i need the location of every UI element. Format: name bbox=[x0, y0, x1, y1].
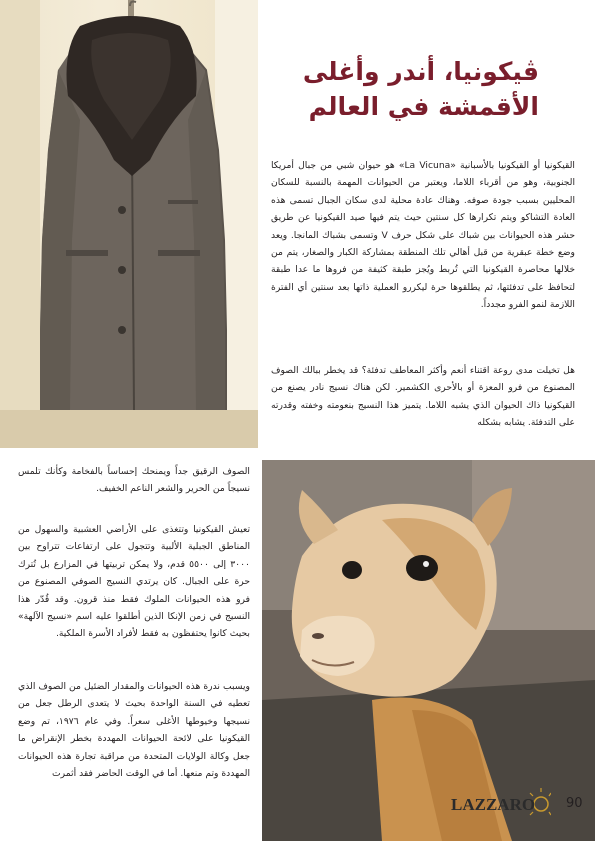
coat-illustration bbox=[0, 0, 258, 448]
article-title: ڤيكونيا، أندر وأغلى الأقمشة في العالم bbox=[302, 57, 539, 121]
article-paragraph-2: هل تخيلت مدى روعة اقتناء أنعم وأكثر المعاطف تدفئة؟ قد يخطر ببالك الصوف المصنوع من فرو المعزة أو بالأحرى الكشمير. لكن هناك نسيج نادر يصنع من القيكونيا ذاك الحيوان الذي يشبه اللاما. يتميز هذا النسيج بنعومته وخفته وقدرته على التدفئة. يشابه بشكله bbox=[271, 365, 575, 429]
article-paragraph-1: القيكونيا أو القيكونيا بالأسبانية «La Vicuna» هو حيوان شبي من جبال أمريكا الجنوبية، وهو من أقرباء اللاما، ويعتبر من الحيوانات المهمة بالنسبة للسكان المحليين بسبب جودة صوفه. وهناك عادة محلية لدى سكان الجبال تسمى هذه العادة التشاكو ويتم تكرارها كل سنتين حيث يتم فيها صيد القيكونيا عن طريق حشر هذه الحيوانات بين شباك على شكل حرف V وتسمى بشباك المانجا. ويعد وضع خطة عبقرية من قبل أهالي تلك المنطقة بمشاركة الكبار والصغار، يتم من خلالها محاصرة القيكونيا التي تُربط ويُجز طبقة كثيفة من فروها ما عدا طبقة لتحافظ على تدفئتها، ثم يطلقوها حرة ليكررو العملية ذاتها بعد سنتين أي الفترة اللازمة لنمو الفرو مجدداً. bbox=[271, 160, 575, 311]
logo-wordmark: LAZZARO bbox=[451, 795, 536, 814]
vicuna-photo bbox=[262, 460, 595, 841]
coat-photo bbox=[0, 0, 258, 448]
vicuna-illustration bbox=[262, 460, 595, 841]
article-paragraph-5: ويسبب ندرة هذه الحيوانات والمقدار الضئيل من الصوف الذي تعطيه في السنة الواحدة بحيث لا يتعدى الرطل جعل من نسيجها وخيوطها الأغلى سعراً. وفي عام ١٩٧٦، تم وضع القيكونيا على لائحة الحيوانات المهددة بخطر الإنقراض ما جعل وكالة الولايات المتحدة من مراقبة تجارة هذه الحيوانات المهددة وتم منعها. أما في الوقت الحاضر فقد أثمرت bbox=[18, 681, 251, 780]
page-number: 90 bbox=[566, 796, 583, 811]
lazzaro-logo bbox=[449, 788, 551, 822]
lazzaro-logo-mark bbox=[449, 788, 551, 822]
article-paragraph-4: تعيش القيكونيا وتتغذى على الأراضي العشبية والسهول من المناطق الجبلية الألبية وتتجول على ارتفاعات تتراوح بين ٣٠٠٠ إلى ٥٥٠٠ قدم، ولا يمكن تربيتها في المزارع بل تُترك حرة على الجبال. كان يرتدي النسيج الصوفي المصنوع من فرو هذه الحيوانات الملوك فقط منذ قرون. وقد قُدّر هذا النسيج في زمن الإنكا الذين أطلقوا عليه اسم «نسيج الآلهة» بحيث كانوا يحتفظون به فقط لأفراد الأسرة الملكية. bbox=[18, 524, 250, 640]
article-paragraph-3: الصوف الرقيق جداً ويمنحك إحساساً بالفخامة وكأنك تلمس نسيجاً من الحرير والشعر الناعم الخفيف. bbox=[18, 466, 250, 495]
